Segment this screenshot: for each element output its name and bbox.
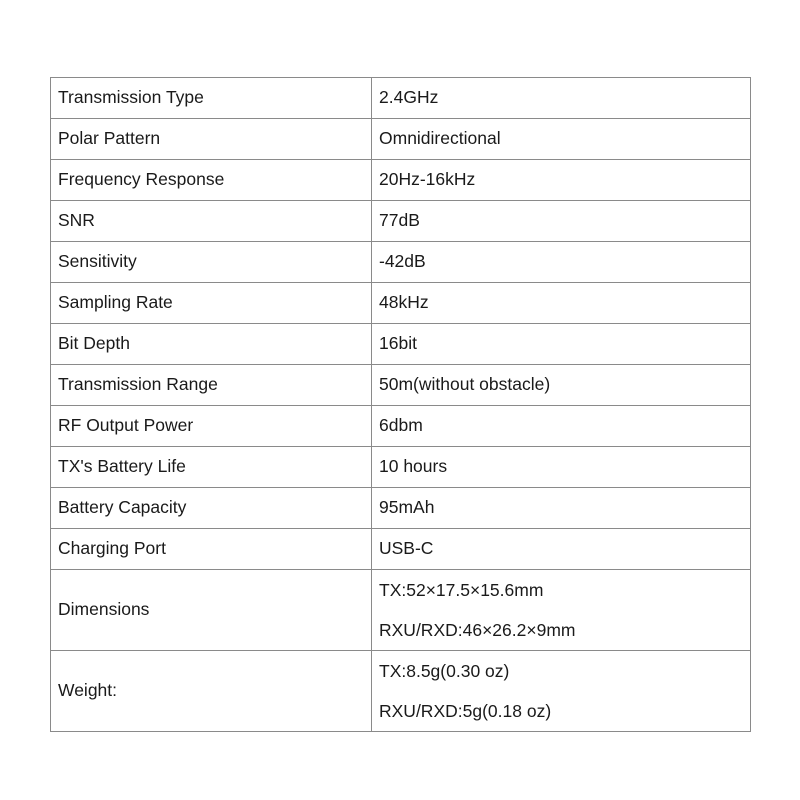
- spec-label: Bit Depth: [51, 324, 372, 365]
- table-row: [51, 529, 751, 570]
- spec-label: RF Output Power: [51, 406, 372, 447]
- spec-value: -42dB: [372, 242, 751, 283]
- spec-value-cell: [372, 570, 751, 651]
- spec-value-cell: [372, 651, 751, 732]
- spec-value-line: RXU/RXD:5g(0.18 oz): [379, 701, 552, 721]
- table-row: [51, 365, 751, 406]
- spec-label: Sampling Rate: [51, 283, 372, 324]
- spec-label: TX's Battery Life: [51, 447, 372, 488]
- table-row: [51, 160, 751, 201]
- spec-value: 48kHz: [372, 283, 751, 324]
- table-row: [51, 201, 751, 242]
- spec-value: 95mAh: [372, 488, 751, 529]
- spec-value: 2.4GHz: [372, 78, 751, 119]
- spec-value: 6dbm: [372, 406, 751, 447]
- table-row: [51, 283, 751, 324]
- table-row: [51, 242, 751, 283]
- table-row: [51, 651, 751, 732]
- table-row: [51, 488, 751, 529]
- spec-label: Charging Port: [51, 529, 372, 570]
- spec-label: Sensitivity: [51, 242, 372, 283]
- spec-value: 77dB: [372, 201, 751, 242]
- spec-value: Omnidirectional: [372, 119, 751, 160]
- table-row: [51, 324, 751, 365]
- spec-label: Transmission Type: [51, 78, 372, 119]
- spec-value: 20Hz-16kHz: [372, 160, 751, 201]
- table-row: [51, 78, 751, 119]
- spec-label: Frequency Response: [51, 160, 372, 201]
- spec-value: USB-C: [372, 529, 751, 570]
- spec-label: Transmission Range: [51, 365, 372, 406]
- spec-value: 50m(without obstacle): [372, 365, 751, 406]
- spec-value-line: TX:8.5g(0.30 oz): [379, 661, 510, 681]
- spec-label: Weight:: [51, 651, 372, 732]
- table-row: [51, 119, 751, 160]
- spec-label: Battery Capacity: [51, 488, 372, 529]
- spec-label: SNR: [51, 201, 372, 242]
- table-row: [51, 406, 751, 447]
- spec-table: [50, 77, 751, 732]
- spec-label: Polar Pattern: [51, 119, 372, 160]
- spec-value-line: TX:52×17.5×15.6mm: [379, 580, 544, 600]
- table-row: [51, 447, 751, 488]
- spec-value: 16bit: [372, 324, 751, 365]
- spec-value-line: RXU/RXD:46×26.2×9mm: [379, 620, 576, 640]
- table-row: [51, 570, 751, 651]
- spec-label: Dimensions: [51, 570, 372, 651]
- spec-value: 10 hours: [372, 447, 751, 488]
